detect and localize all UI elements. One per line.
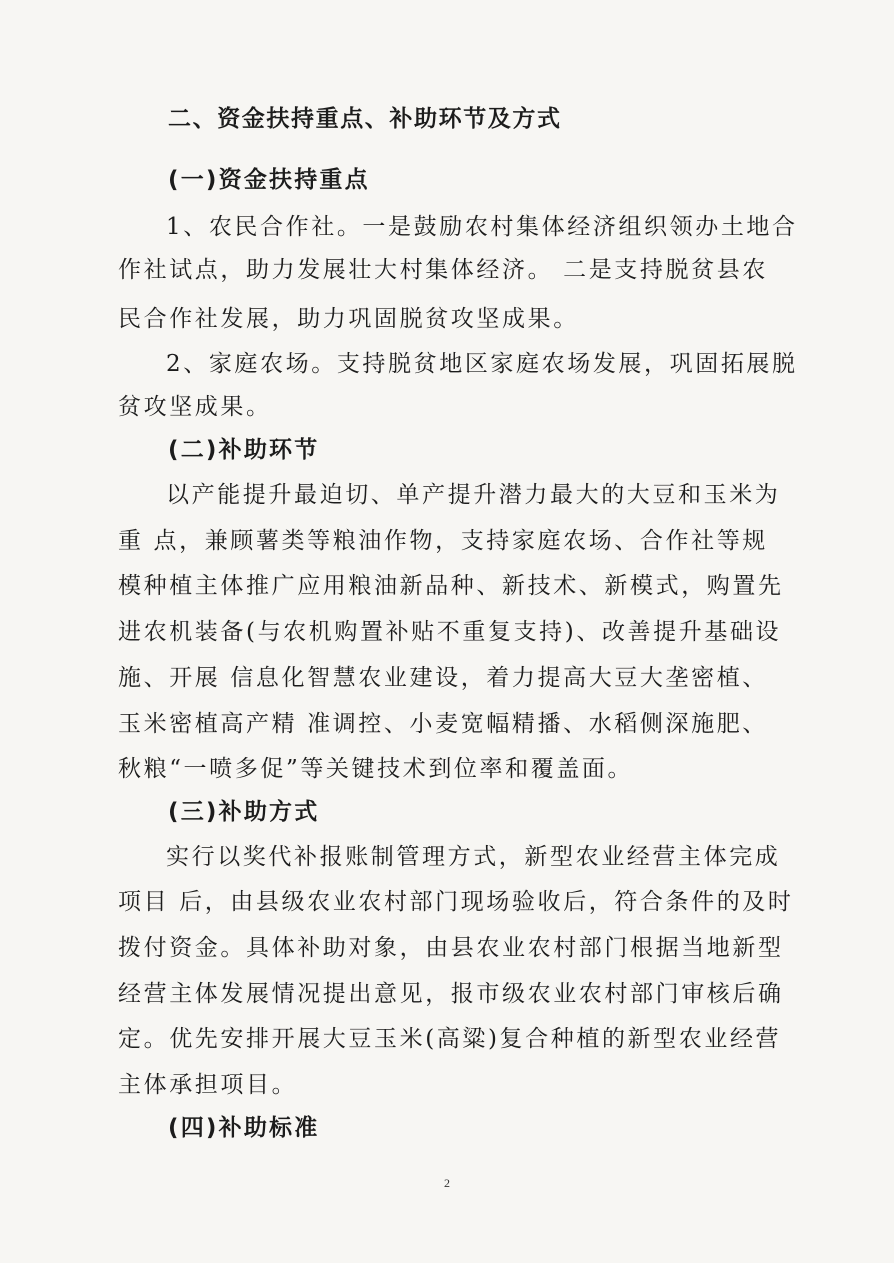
paragraph-line: 施、开展 信息化智慧农业建设，着力提高大豆大垄密植、	[118, 665, 768, 691]
paragraph-line: 玉米密植高产精 准调控、小麦宽幅精播、水稻侧深施肥、	[118, 711, 768, 737]
page-number: 2	[444, 1176, 450, 1190]
subsection-heading-3: (三)补助方式	[168, 799, 320, 825]
paragraph-line: 模种植主体推广应用粮油新品种、新技术、新模式，购置先	[118, 573, 784, 599]
section-heading: 二、资金扶持重点、补助环节及方式	[168, 106, 562, 132]
paragraph-line: 主体承担项目。	[118, 1072, 298, 1098]
subsection-heading-4: (四)补助标准	[168, 1115, 320, 1141]
paragraph-line: 以产能提升最迫切、单产提升潜力最大的大豆和玉米为	[166, 482, 781, 508]
subsection-heading-1: (一)资金扶持重点	[168, 167, 370, 193]
paragraph-line: 1、农民合作社。一是鼓励农村集体经济组织领办土地合	[166, 214, 798, 240]
paragraph-line: 作社试点，助力发展壮大村集体经济。 二是支持脱贫县农	[118, 257, 768, 283]
paragraph-line: 经营主体发展情况提出意见，报市级农业农村部门审核后确	[118, 981, 784, 1007]
paragraph-line: 拨付资金。具体补助对象，由县农业农村部门根据当地新型	[118, 935, 784, 961]
paragraph-line: 秋粮“一喷多促”等关键技术到位率和覆盖面。	[118, 756, 634, 782]
subsection-heading-2: (二)补助环节	[168, 437, 320, 463]
paragraph-line: 2、家庭农场。支持脱贫地区家庭农场发展，巩固拓展脱	[166, 351, 798, 377]
paragraph-line: 民合作社发展，助力巩固脱贫攻坚成果。	[118, 306, 579, 332]
paragraph-line: 贫攻坚成果。	[118, 394, 272, 420]
paragraph-line: 进农机装备(与农机购置补贴不重复支持)、改善提升基础设	[118, 619, 782, 645]
paragraph-line: 项目 后，由县级农业农村部门现场验收后，符合条件的及时	[118, 889, 794, 915]
paragraph-line: 重 点，兼顾薯类等粮油作物，支持家庭农场、合作社等规	[118, 528, 768, 554]
paragraph-line: 定。优先安排开展大豆玉米(高粱)复合种植的新型农业经营	[118, 1026, 782, 1052]
paragraph-line: 实行以奖代补报账制管理方式，新型农业经营主体完成	[166, 844, 781, 870]
